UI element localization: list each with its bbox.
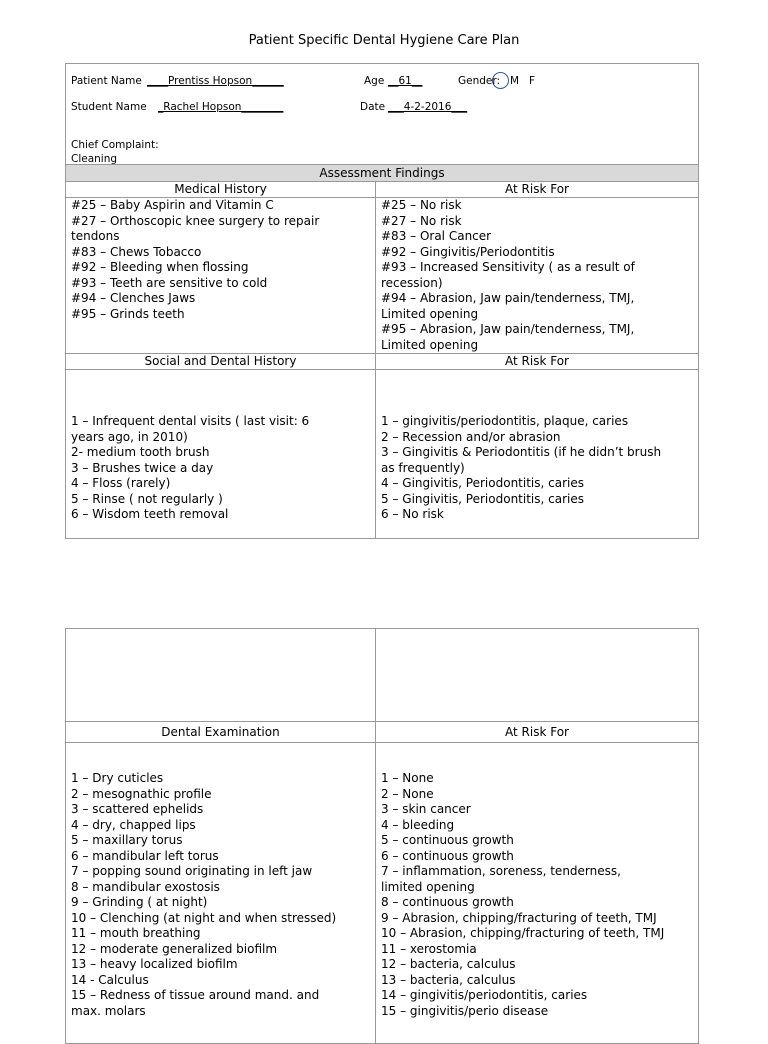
list-item: 8 – continuous growth (381, 895, 514, 909)
list-item: 5 – continuous growth (381, 833, 514, 847)
list-item: 13 – bacteria, calculus (381, 972, 516, 987)
list-item: limited opening (381, 879, 475, 894)
empty-cell (376, 629, 699, 722)
student-name-label: Student Name (71, 101, 147, 113)
age-value: __61__ (388, 75, 423, 87)
list-item: 12 – moderate generalized biofilm (71, 941, 278, 956)
list-item: 3 – Gingivitis & Periodontitis (if he didn’t brush (381, 445, 662, 459)
list-item: 1 – Dry cuticles (71, 771, 164, 785)
list-item: #83 – Chews Tobacco (71, 244, 202, 259)
date-label: Date (360, 101, 386, 113)
chief-complaint-label: Chief Complaint: (71, 139, 159, 151)
list-item: Limited opening (381, 306, 479, 321)
list-item: 4 – dry, chapped lips (71, 817, 196, 832)
list-item: 4 – Floss (rarely) (71, 476, 171, 490)
list-item: Limited opening (381, 337, 479, 352)
list-item: #25 – No risk (381, 198, 462, 212)
care-plan-table (65, 63, 699, 539)
list-item: #95 – Grinds teeth (71, 306, 185, 321)
list-item: 7 – popping sound originating in left jaw (71, 864, 313, 878)
social-risk-list (381, 370, 693, 523)
list-item: tendons (71, 229, 120, 243)
list-item: #83 – Oral Cancer (381, 229, 492, 243)
dental-exam-table (65, 628, 699, 1044)
social-history-header: Social and Dental History (66, 354, 376, 370)
list-item: 3 – Brushes twice a day (71, 460, 214, 475)
list-item: 6 – continuous growth (381, 848, 514, 863)
patient-name-value: ____Prentiss Hopson______ (147, 75, 284, 87)
list-item: 8 – mandibular exostosis (71, 879, 220, 894)
list-item: years ago, in 2010) (71, 429, 188, 444)
list-item: 1 – None (381, 771, 434, 785)
list-item: 11 – mouth breathing (71, 926, 201, 940)
list-item: 15 – Redness of tissue around mand. and (71, 988, 320, 1002)
list-item: 14 - Calculus (71, 972, 149, 987)
list-item: 2 – mesognathic profile (71, 786, 212, 801)
list-item: 2 – None (381, 786, 434, 801)
list-item: #25 – Baby Aspirin and Vitamin C (71, 198, 274, 212)
list-item: 1 – gingivitis/periodontitis, plaque, caries (381, 414, 629, 428)
empty-cell (66, 629, 376, 722)
patient-name-label: Patient Name (71, 75, 142, 87)
list-item: 12 – bacteria, calculus (381, 957, 516, 971)
list-item: 10 – Clenching (at night and when stressed) (71, 910, 337, 925)
list-item: 9 – Grinding ( at night) (71, 895, 208, 909)
assessment-findings-header: Assessment Findings (66, 165, 699, 182)
list-item: #92 – Bleeding when flossing (71, 260, 249, 274)
social-history-list (71, 370, 370, 523)
date-value: ___4-2-2016___ (388, 101, 468, 113)
medical-history-header: Medical History (66, 182, 376, 198)
list-item: 5 – Gingivitis, Periodontitis, caries (381, 491, 584, 506)
social-at-risk-header: At Risk For (376, 354, 699, 370)
list-item: 6 – No risk (381, 507, 444, 521)
list-item: 15 – gingivitis/perio disease (381, 1003, 549, 1018)
list-item: #94 – Clenches Jaws (71, 291, 196, 305)
dental-at-risk-header: At Risk For (376, 722, 699, 743)
list-item: 4 – Gingivitis, Periodontitis, caries (381, 476, 584, 490)
list-item: 7 – inflammation, soreness, tenderness, (381, 864, 621, 878)
medical-risk-list (381, 198, 693, 353)
list-item: 1 – Infrequent dental visits ( last visit: 6 (71, 414, 310, 428)
list-item: 3 – skin cancer (381, 802, 471, 816)
list-item: 5 – Rinse ( not regularly ) (71, 491, 223, 506)
list-item: max. molars (71, 1003, 146, 1018)
list-item: 2- medium tooth brush (71, 445, 210, 459)
list-item: 6 – mandibular left torus (71, 848, 219, 863)
dental-risk-list (381, 743, 693, 1019)
gender-option-m: M (510, 75, 520, 87)
list-item: 2 – Recession and/or abrasion (381, 429, 561, 444)
list-item: #94 – Abrasion, Jaw pain/tenderness, TMJ, (381, 291, 635, 305)
list-item: #27 – No risk (381, 213, 462, 228)
gender-label: Gender: (458, 75, 501, 87)
list-item: 3 – scattered ephelids (71, 802, 204, 816)
page-title: Patient Specific Dental Hygiene Care Plan (248, 33, 520, 48)
dental-exam-header: Dental Examination (66, 722, 376, 743)
list-item: as frequently) (381, 460, 465, 475)
list-item: #92 – Gingivitis/Periodontitis (381, 244, 555, 259)
list-item: #93 – Teeth are sensitive to cold (71, 275, 268, 290)
list-item: 11 – xerostomia (381, 941, 477, 956)
chief-complaint-value: Cleaning (71, 153, 118, 165)
medical-history-list (71, 198, 370, 322)
list-item: #27 – Orthoscopic knee surgery to repair (71, 213, 320, 228)
age-label: Age (364, 75, 385, 87)
list-item: 9 – Abrasion, chipping/fracturing of teeth, TMJ (381, 910, 657, 925)
medical-at-risk-header: At Risk For (376, 182, 699, 198)
list-item: 14 – gingivitis/periodontitis, caries (381, 988, 588, 1002)
list-item: #95 – Abrasion, Jaw pain/tenderness, TMJ, (381, 322, 635, 336)
list-item: #93 – Increased Sensitivity ( as a result of (381, 260, 635, 274)
list-item: 6 – Wisdom teeth removal (71, 507, 229, 521)
patient-info-block (66, 64, 698, 164)
list-item: 13 – heavy localized biofilm (71, 957, 238, 971)
list-item: 4 – bleeding (381, 817, 455, 832)
dental-exam-list (71, 743, 370, 1019)
list-item: 5 – maxillary torus (71, 833, 183, 847)
list-item: 10 – Abrasion, chipping/fracturing of teeth, TMJ (381, 926, 665, 940)
student-name-value: _Rachel Hopson________ (158, 101, 284, 113)
list-item: recession) (381, 275, 443, 290)
gender-option-f: F (529, 75, 536, 87)
